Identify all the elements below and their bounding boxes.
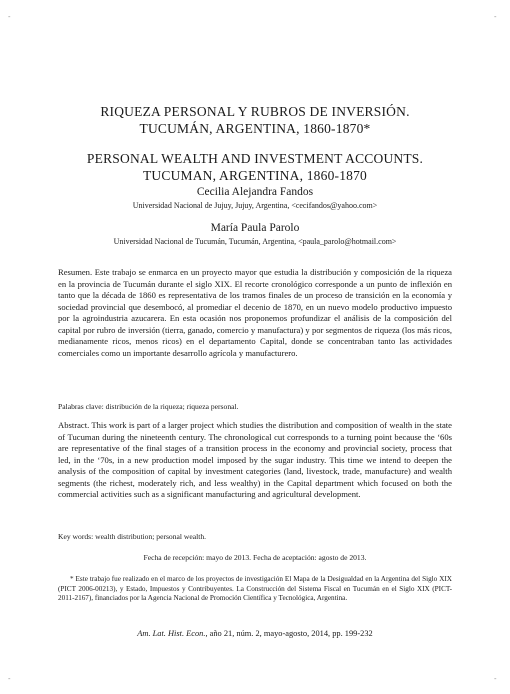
- author-affiliation-2: Universidad Nacional de Tucumán, Tucumán, Argentina, <paula_parolo@hotmail.com>: [113, 237, 397, 246]
- footnote: * Este trabajo fue realizado en el marco de los proyectos de investigación El Mapa de la Desigualdad en la Argentina del Siglo XIX (PICT 2006-00213), y Estado, Impuestos y Contribuyentes. La Construcción del Sistema Fiscal en Tucumán en el Siglo XIX (PICT-2011-2167), financiados por la Agencia Nacional de Promoción Científica y Tecnológica, Argentina.: [58, 575, 452, 603]
- title-english: [40, 150, 470, 184]
- title-spanish-line-2: TUCUMÁN, ARGENTINA, 1860-1870*: [139, 121, 371, 136]
- title-spanish: [40, 103, 470, 137]
- title-english-line-2: TUCUMAN, ARGENTINA, 1860-1870: [142, 168, 368, 183]
- abstract-paragraph: Abstract. This work is part of a larger project which studies the distribution and composition of wealth in the state of Tucuman during the nineteenth century. The chronological cut corresponds to a turning point because the ‘60s are representative of the final stages of a transition process in the economy and provincial society, process that led, in the ‘70s, in a new production model imposed by the sugar industry. This time we intend to deepen the analysis of the composition of capital by investment categories (land, livestock, trade, manufacture) and wealth segments (the richest, moderately rich, and less wealthy) in the Capital department which focused on both the commercial activities such as a significant manufacturing and agricultural development.: [58, 420, 452, 499]
- palabras-clave: Palabras clave: distribución de la riqueza; riqueza personal.: [58, 402, 239, 411]
- author-name-1: Cecilia Alejandra Fandos: [196, 186, 314, 198]
- crop-mark-bottom-left: -: [8, 675, 11, 683]
- crop-mark-bottom-right: -: [494, 675, 497, 683]
- resumen-paragraph: Resumen. Este trabajo se enmarca en un proyecto mayor que estudia la distribución y composición de la riqueza en la provincia de Tucumán durante el siglo XIX. El recorte cronológico corresponde a un punto de inflexión en tanto que la década de 1860 es representativa de los tramos finales de un proceso de transición en la economía y sociedad provincial que desembocó, al promediar el decenio de 1870, en un nuevo modelo productivo impuesto por la agroindustria azucarera. En esta ocasión nos proponemos profundizar el análisis de la composición del capital por rubro de inversión (tierra, ganado, comercio y manufactura) y por segmentos de riqueza (los más ricos, medianamente ricos, menos ricos) en el departamento Capital, donde se concentraban tanto las actividades comerciales como un importante desarrollo agrícola y manufacturero.: [58, 267, 452, 358]
- author-affiliation-1: Universidad Nacional de Jujuy, Jujuy, Argentina, <cecifandos@yahoo.com>: [132, 201, 378, 210]
- title-spanish-line-1: RIQUEZA PERSONAL Y RUBROS DE INVERSIÓN.: [100, 104, 410, 119]
- journal-citation: [58, 628, 452, 639]
- crop-mark-top-left: -: [8, 13, 11, 21]
- journal-name: Am. Lat. Hist. Econ.: [137, 629, 206, 638]
- title-english-line-1: PERSONAL WEALTH AND INVESTMENT ACCOUNTS.: [86, 151, 424, 166]
- fechas-recepcion-aceptacion: Fecha de recepción: mayo de 2013. Fecha de aceptación: agosto de 2013.: [143, 553, 367, 562]
- journal-details: , año 21, núm. 2, mayo-agosto, 2014, pp. 199-232: [205, 629, 373, 638]
- key-words: Key words: wealth distribution; personal wealth.: [58, 532, 207, 541]
- author-name-2: María Paula Parolo: [210, 222, 300, 234]
- crop-mark-top-right: -: [494, 13, 497, 21]
